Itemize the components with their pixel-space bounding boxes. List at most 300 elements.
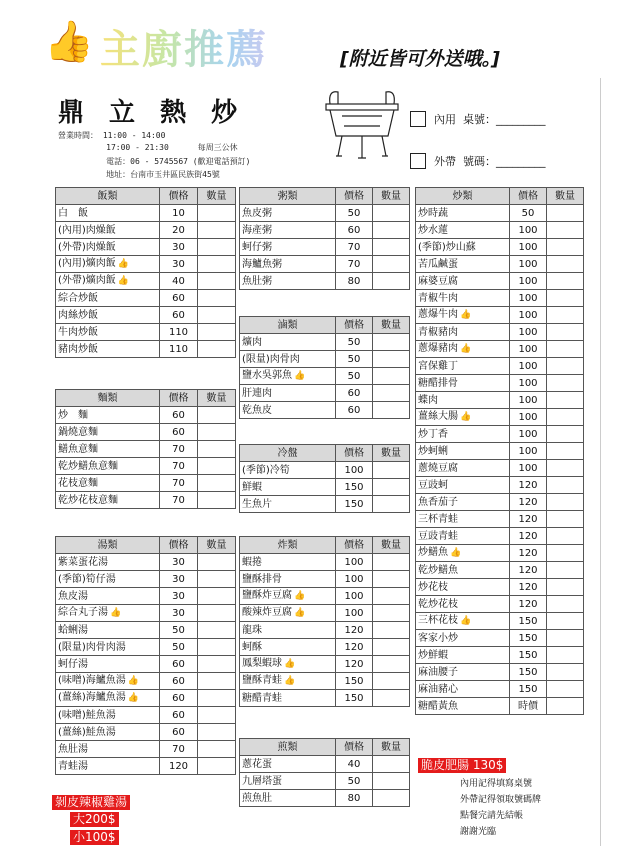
menu-item-name: (外帶)爌肉飯 (58, 275, 116, 286)
rice-table (55, 187, 236, 358)
menu-item-row (240, 222, 410, 239)
menu-item-price: 30 (160, 571, 198, 588)
menu-item-row (56, 307, 236, 324)
menu-item-price: 150 (510, 681, 547, 698)
menu-item-cell (240, 222, 336, 239)
quantity-input[interactable] (547, 341, 584, 358)
menu-item-cell (416, 596, 510, 613)
menu-item-cell (56, 690, 160, 707)
menu-item-row (240, 368, 410, 385)
recommended-icon: 👍 (127, 693, 140, 703)
quantity-input[interactable] (198, 741, 236, 758)
menu-item-name: 花枝意麵 (58, 477, 98, 489)
menu-item-cell (416, 664, 510, 681)
dine-in-label: 內用 桌號：_________ (434, 113, 546, 126)
menu-item-row (416, 222, 584, 239)
quantity-input[interactable] (373, 773, 410, 790)
table-header-row (240, 537, 410, 554)
table-header-row (240, 445, 410, 462)
price-header: 價格 (336, 739, 373, 756)
menu-item-price: 60 (336, 222, 373, 239)
menu-item-name: (限量)肉骨肉湯 (58, 641, 126, 653)
recommended-icon: 👍 (294, 371, 306, 381)
menu-item-name: 肉絲炒飯 (58, 309, 98, 321)
quantity-input[interactable] (547, 596, 584, 613)
section-title: 粥類 (240, 188, 336, 205)
quantity-input[interactable] (373, 256, 410, 273)
menu-item-row (56, 724, 236, 741)
menu-item-price: 120 (510, 579, 547, 596)
menu-item-price: 60 (336, 385, 373, 402)
quantity-input[interactable] (547, 307, 584, 324)
menu-item-name: 鱔魚意麵 (58, 443, 98, 455)
menu-item-price: 100 (336, 605, 373, 622)
recommended-icon: 👍 (294, 591, 306, 601)
soup-table (55, 536, 236, 775)
stir-fry-table (415, 187, 584, 715)
quantity-input[interactable] (547, 664, 584, 681)
menu-item-name: 蝶肉 (418, 394, 438, 406)
quantity-input[interactable] (198, 273, 236, 290)
menu-item-price: 120 (510, 528, 547, 545)
quantity-input[interactable] (373, 554, 410, 571)
menu-item-row (240, 205, 410, 222)
quantity-input[interactable] (198, 407, 236, 424)
quantity-input[interactable] (198, 341, 236, 358)
price-header: 價格 (160, 390, 198, 407)
menu-item-price: 30 (160, 554, 198, 571)
menu-item-name: 魚肚粥 (242, 275, 272, 287)
quantity-input[interactable] (198, 475, 236, 492)
menu-item-cell (56, 571, 160, 588)
menu-item-name: 綜合炒飯 (58, 292, 98, 304)
menu-item-name: 鹽酥青蛙 (242, 675, 282, 686)
menu-item-cell (240, 273, 336, 290)
menu-item-cell (56, 205, 160, 222)
menu-item-name: 糖醋黃魚 (418, 700, 458, 712)
menu-item-row (416, 324, 584, 341)
quantity-input[interactable] (198, 605, 236, 622)
menu-item-name: 苦瓜鹹蛋 (418, 258, 458, 270)
menu-item-cell (416, 528, 510, 545)
menu-item-row (240, 605, 410, 622)
takeout-label: 外帶 號碼：_________ (434, 155, 546, 168)
menu-item-name: 客家小炒 (418, 632, 458, 644)
menu-item-row (240, 773, 410, 790)
recommended-icon: 👍 (127, 676, 140, 686)
menu-item-name: 炒丁香 (418, 428, 448, 440)
menu-item-name: 生魚片 (242, 498, 272, 510)
menu-item-price: 50 (336, 205, 373, 222)
quantity-input[interactable] (373, 385, 410, 402)
menu-item-price: 150 (336, 673, 373, 690)
quantity-input[interactable] (198, 656, 236, 673)
menu-item-name: 海產粥 (242, 224, 272, 236)
fried-table (239, 536, 410, 707)
menu-item-name: 炒花枝 (418, 581, 448, 593)
menu-item-price: 120 (510, 596, 547, 613)
menu-item-price: 70 (336, 256, 373, 273)
pork-intestine-highlight: 脆皮肥腸 130$ (418, 758, 506, 773)
quantity-header: 數量 (373, 537, 410, 554)
menu-item-price: 50 (336, 351, 373, 368)
menu-item-cell (56, 458, 160, 475)
section-title: 滷類 (240, 317, 336, 334)
menu-item-price: 50 (510, 205, 547, 222)
menu-item-row (240, 656, 410, 673)
quantity-input[interactable] (547, 205, 584, 222)
menu-item-cell (56, 588, 160, 605)
menu-item-name: 青蛙湯 (58, 760, 88, 772)
menu-item-row (240, 479, 410, 496)
quantity-input[interactable] (547, 562, 584, 579)
menu-item-price: 100 (336, 554, 373, 571)
menu-item-price: 60 (160, 424, 198, 441)
menu-item-row (416, 273, 584, 290)
menu-item-cell (416, 324, 510, 341)
recommended-icon: 👍 (294, 608, 306, 618)
quantity-input[interactable] (547, 324, 584, 341)
phone-number: 電話：06 - 5745567 (歡迎電話預訂) (58, 157, 251, 166)
recommended-icon: 👍 (110, 608, 122, 618)
quantity-input[interactable] (198, 622, 236, 639)
quantity-input[interactable] (373, 622, 410, 639)
menu-item-row (416, 579, 584, 596)
quantity-input[interactable] (547, 494, 584, 511)
menu-item-cell (416, 613, 510, 630)
quantity-input[interactable] (547, 290, 584, 307)
menu-item-row (416, 358, 584, 375)
menu-item-cell (240, 588, 336, 605)
menu-item-name: 蔥爆牛肉 (418, 309, 458, 320)
quantity-input[interactable] (373, 756, 410, 773)
menu-item-price: 150 (510, 647, 547, 664)
quantity-input[interactable] (373, 690, 410, 707)
menu-item-name: 乾炒鱔魚意麵 (58, 460, 118, 472)
quantity-input[interactable] (373, 239, 410, 256)
quantity-input[interactable] (547, 443, 584, 460)
table-header-row (240, 317, 410, 334)
menu-item-name: 青椒豬肉 (418, 326, 458, 338)
quantity-input[interactable] (373, 334, 410, 351)
menu-item-row (240, 571, 410, 588)
price-header: 價格 (336, 317, 373, 334)
quantity-input[interactable] (198, 441, 236, 458)
menu-item-cell (56, 307, 160, 324)
menu-item-cell (240, 462, 336, 479)
menu-item-cell (416, 494, 510, 511)
menu-item-name: 白 飯 (58, 207, 88, 219)
menu-item-cell (416, 205, 510, 222)
menu-item-price: 時價 (510, 698, 547, 715)
menu-item-cell (56, 222, 160, 239)
quantity-input[interactable] (373, 273, 410, 290)
menu-item-cell (416, 545, 510, 562)
section-title: 冷盤 (240, 445, 336, 462)
menu-item-price: 60 (160, 656, 198, 673)
quantity-input[interactable] (198, 588, 236, 605)
quantity-input[interactable] (198, 458, 236, 475)
menu-item-name: 炒鱔魚 (418, 547, 448, 558)
dine-in-checkbox[interactable] (410, 111, 426, 127)
quantity-input[interactable] (547, 256, 584, 273)
menu-item-row (56, 639, 236, 656)
quantity-input[interactable] (198, 324, 236, 341)
menu-item-price: 20 (160, 222, 198, 239)
menu-item-name: 薑絲大腸 (418, 411, 458, 422)
menu-item-row (240, 554, 410, 571)
banner-note: [附近皆可外送哦。] (340, 48, 500, 70)
quantity-input[interactable] (198, 222, 236, 239)
section-title: 炸類 (240, 537, 336, 554)
quantity-input[interactable] (198, 707, 236, 724)
quantity-input[interactable] (547, 375, 584, 392)
quantity-input[interactable] (198, 724, 236, 741)
menu-item-price: 100 (510, 341, 547, 358)
menu-item-price: 60 (160, 290, 198, 307)
small-price-highlight: 小100$ (70, 830, 119, 845)
menu-item-price: 40 (336, 756, 373, 773)
quantity-input[interactable] (547, 222, 584, 239)
menu-item-row (56, 441, 236, 458)
menu-item-cell (240, 385, 336, 402)
quantity-input[interactable] (373, 368, 410, 385)
quantity-input[interactable] (547, 579, 584, 596)
quantity-input[interactable] (373, 205, 410, 222)
takeout-checkbox[interactable] (410, 153, 426, 169)
menu-item-price: 60 (160, 407, 198, 424)
menu-item-row (416, 477, 584, 494)
price-header: 價格 (336, 445, 373, 462)
menu-item-cell (56, 639, 160, 656)
quantity-input[interactable] (198, 205, 236, 222)
price-header: 價格 (336, 537, 373, 554)
menu-item-row (416, 392, 584, 409)
menu-item-name: (限量)肉骨肉 (242, 353, 300, 365)
quantity-input[interactable] (547, 511, 584, 528)
quantity-input[interactable] (198, 758, 236, 775)
menu-item-name: (季節)炒山蘇 (418, 241, 476, 253)
quantity-input[interactable] (373, 496, 410, 513)
menu-item-name: 乾炒花枝 (418, 598, 458, 610)
quantity-input[interactable] (547, 545, 584, 562)
menu-item-row (416, 664, 584, 681)
quantity-input[interactable] (547, 681, 584, 698)
menu-item-cell (56, 239, 160, 256)
recommended-icon: 👍 (284, 659, 296, 669)
menu-item-price: 100 (510, 392, 547, 409)
note-thanks: 謝謝光臨 (460, 827, 497, 837)
quantity-input[interactable] (373, 588, 410, 605)
menu-item-cell (56, 324, 160, 341)
quantity-input[interactable] (198, 256, 236, 273)
menu-item-name: 魚香茄子 (418, 496, 458, 508)
menu-item-cell (240, 205, 336, 222)
quantity-input[interactable] (547, 630, 584, 647)
menu-item-name: 蚵仔湯 (58, 658, 88, 670)
quantity-input[interactable] (373, 479, 410, 496)
menu-item-cell (240, 571, 336, 588)
menu-item-cell (240, 673, 336, 690)
menu-item-cell (416, 426, 510, 443)
menu-item-name: 酸辣炸豆腐 (242, 607, 292, 618)
quantity-input[interactable] (547, 392, 584, 409)
quantity-header: 數量 (373, 445, 410, 462)
menu-item-name: (外帶)肉燥飯 (58, 241, 116, 253)
menu-item-name: 炒鮮蝦 (418, 649, 448, 661)
menu-item-price: 50 (160, 639, 198, 656)
quantity-input[interactable] (373, 790, 410, 807)
menu-item-name: (味噌)鮭魚湯 (58, 709, 116, 721)
menu-item-row (416, 698, 584, 715)
recommended-icon: 👍 (284, 676, 296, 686)
menu-item-cell (416, 477, 510, 494)
section-title: 煎類 (240, 739, 336, 756)
quantity-input[interactable] (547, 477, 584, 494)
quantity-input[interactable] (547, 460, 584, 477)
menu-item-row (56, 341, 236, 358)
menu-item-name: 糖醋排骨 (418, 377, 458, 389)
table-header-row (240, 188, 410, 205)
menu-item-cell (240, 605, 336, 622)
menu-item-price: 100 (510, 426, 547, 443)
menu-item-name: 牛肉炒飯 (58, 326, 98, 338)
quantity-input[interactable] (547, 613, 584, 630)
quantity-input[interactable] (198, 290, 236, 307)
quantity-input[interactable] (198, 673, 236, 690)
quantity-input[interactable] (373, 673, 410, 690)
menu-item-cell (416, 647, 510, 664)
menu-item-cell (416, 341, 510, 358)
menu-item-row (56, 290, 236, 307)
quantity-input[interactable] (547, 647, 584, 664)
menu-item-price: 50 (336, 368, 373, 385)
quantity-input[interactable] (547, 239, 584, 256)
recommended-icon: 👍 (460, 616, 472, 626)
menu-item-row (56, 256, 236, 273)
quantity-input[interactable] (547, 528, 584, 545)
menu-item-cell (56, 341, 160, 358)
menu-item-row (416, 443, 584, 460)
menu-item-name: 蝦捲 (242, 556, 262, 568)
menu-item-name: 麻婆豆腐 (418, 275, 458, 287)
quantity-input[interactable] (373, 605, 410, 622)
menu-item-price: 60 (160, 724, 198, 741)
menu-item-name: 豆豉蚵 (418, 479, 448, 491)
quantity-input[interactable] (547, 358, 584, 375)
menu-item-name: 魚肚湯 (58, 743, 88, 755)
menu-item-cell (240, 656, 336, 673)
menu-item-row (240, 622, 410, 639)
quantity-input[interactable] (373, 571, 410, 588)
quantity-input[interactable] (198, 554, 236, 571)
menu-item-name: 綜合丸子湯 (58, 607, 108, 618)
quantity-input[interactable] (198, 239, 236, 256)
large-price-highlight: 大200$ (70, 812, 119, 827)
menu-item-row (240, 273, 410, 290)
quantity-input[interactable] (198, 492, 236, 509)
menu-item-name: 麻油腰子 (418, 666, 458, 678)
business-hours-evening: 17:00 - 21:30 每周三公休 (58, 143, 238, 152)
menu-item-name: (季節)筍仔湯 (58, 573, 116, 585)
quantity-input[interactable] (373, 351, 410, 368)
menu-item-name: 肝連肉 (242, 387, 272, 399)
menu-item-row (56, 656, 236, 673)
quantity-input[interactable] (547, 273, 584, 290)
menu-item-name: 海鱸魚粥 (242, 258, 282, 270)
quantity-input[interactable] (547, 409, 584, 426)
quantity-input[interactable] (547, 698, 584, 715)
note-takeout: 外帶記得領取號碼牌 (460, 795, 542, 805)
menu-item-price: 60 (336, 402, 373, 419)
menu-item-row (416, 613, 584, 630)
menu-item-name: (薑絲)海鱸魚湯 (58, 692, 126, 703)
menu-item-price: 70 (160, 458, 198, 475)
menu-item-row (416, 409, 584, 426)
quantity-input[interactable] (373, 462, 410, 479)
quantity-input[interactable] (373, 222, 410, 239)
menu-item-price: 60 (160, 707, 198, 724)
menu-item-cell (416, 239, 510, 256)
quantity-input[interactable] (373, 656, 410, 673)
menu-item-price: 100 (510, 375, 547, 392)
quantity-input[interactable] (198, 639, 236, 656)
menu-item-cell (240, 368, 336, 385)
menu-item-price: 120 (510, 545, 547, 562)
menu-item-cell (240, 554, 336, 571)
menu-item-cell (240, 351, 336, 368)
menu-item-cell (56, 256, 160, 273)
menu-item-price: 120 (336, 656, 373, 673)
quantity-input[interactable] (373, 639, 410, 656)
menu-item-row (416, 205, 584, 222)
quantity-header: 數量 (198, 390, 236, 407)
menu-item-row (240, 402, 410, 419)
business-hours: 營業時間： 11:00 - 14:00 (58, 131, 166, 140)
menu-item-row (56, 554, 236, 571)
address: 地址：台南市玉井區民族街45號 (58, 170, 220, 179)
quantity-input[interactable] (547, 426, 584, 443)
menu-item-name: 宮保雞丁 (418, 360, 458, 372)
menu-item-name: 鹽水吳郭魚 (242, 370, 292, 381)
restaurant-name: 鼎 立 熱 炒 (58, 98, 246, 128)
quantity-input[interactable] (198, 307, 236, 324)
menu-item-price: 120 (336, 622, 373, 639)
menu-item-row (416, 562, 584, 579)
menu-item-cell (416, 460, 510, 477)
menu-item-cell (416, 681, 510, 698)
menu-item-cell (416, 273, 510, 290)
menu-item-name: (內用)肉燥飯 (58, 224, 116, 236)
quantity-input[interactable] (198, 424, 236, 441)
quantity-input[interactable] (198, 571, 236, 588)
menu-item-price: 100 (510, 273, 547, 290)
quantity-input[interactable] (373, 402, 410, 419)
braised-table (239, 316, 410, 419)
menu-item-row (416, 630, 584, 647)
quantity-input[interactable] (198, 690, 236, 707)
menu-item-name: (薑絲)鮭魚湯 (58, 726, 116, 738)
menu-item-name: 蔥燒豆腐 (418, 462, 458, 474)
menu-item-name: (內用)爌肉飯 (58, 258, 116, 269)
menu-item-cell (416, 358, 510, 375)
menu-item-price: 100 (510, 324, 547, 341)
section-title: 麵類 (56, 390, 160, 407)
menu-item-price: 80 (336, 273, 373, 290)
menu-item-price: 150 (336, 690, 373, 707)
menu-item-name: (味噌)海鱸魚湯 (58, 675, 126, 686)
menu-item-name: 乾炒花枝意麵 (58, 494, 118, 506)
